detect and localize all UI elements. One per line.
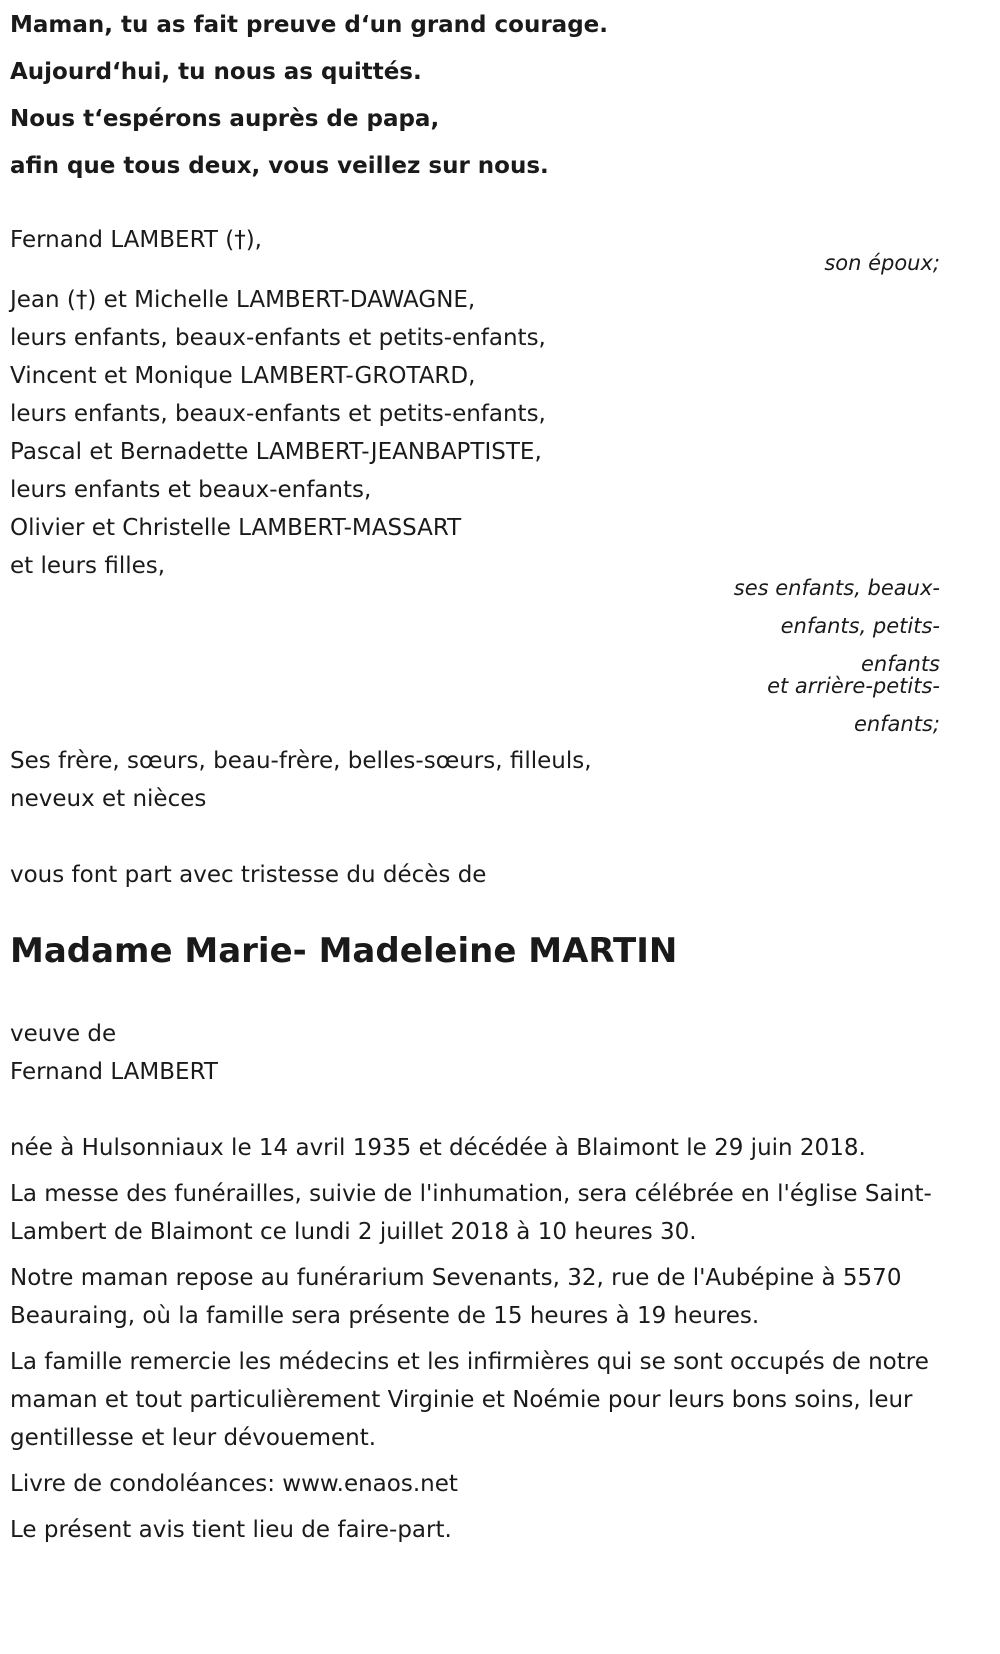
children-line: Olivier et Christelle LAMBERT-MASSART [10, 515, 462, 541]
children-role [700, 569, 940, 743]
verse-line: afin que tous deux, vous veillez sur nous. [10, 153, 549, 179]
children-role-line: enfants; [853, 712, 940, 736]
children-list [10, 281, 546, 585]
children-line: leurs enfants et beaux-enfants, [10, 477, 372, 503]
funeral-paragraph: La messe des funérailles, suivie de l'inhumation, sera célébrée en l'église Saint-Lambert de Blaimont ce lundi 2 juillet 2018 à 10 heures 30. [10, 1181, 932, 1245]
widow-line: Fernand LAMBERT [10, 1059, 218, 1085]
obituary-notice [10, 0, 940, 1543]
children-line: et leurs filles, [10, 553, 166, 579]
widow-line: veuve de [10, 1021, 117, 1047]
verse-line: Maman, tu as fait preuve d‘un grand courage. [10, 12, 608, 38]
deceased-name: Madame Marie- Madeleine MARTIN [10, 931, 678, 971]
verse-line: Aujourd‘hui, tu nous as quittés. [10, 59, 422, 85]
children-line: leurs enfants, beaux-enfants et petits-enfants, [10, 325, 546, 351]
announcement: vous font part avec tristesse du décès de [10, 862, 487, 888]
children-line: Jean (†) et Michelle LAMBERT-DAWAGNE, [10, 287, 476, 313]
children-role-line: enfants, petits- [780, 614, 940, 638]
siblings-line: neveux et nièces [10, 786, 207, 812]
siblings [10, 742, 592, 818]
children-role-line: enfants [861, 652, 940, 676]
children-line: Pascal et Bernadette LAMBERT-JEANBAPTISTE, [10, 439, 542, 465]
verse [10, 2, 940, 190]
condolences-paragraph: Livre de condoléances: www.enaos.net [10, 1471, 458, 1497]
thanks-paragraph: La famille remercie les médecins et les infirmières qui se sont occupés de notre maman et tout particulièrement Virginie et Noémie pour leurs bons soins, leur gentillesse et leur dévouement. [10, 1349, 929, 1451]
widow-of [10, 1015, 218, 1091]
spouse-role: son époux; [824, 251, 940, 275]
details [10, 1129, 940, 1549]
siblings-line: Ses frère, sœurs, beau-frère, belles-sœurs, filleuls, [10, 748, 592, 774]
children-role-line: ses enfants, beaux- [733, 576, 940, 600]
children-line: leurs enfants, beaux-enfants et petits-enfants, [10, 401, 546, 427]
birth-death-paragraph: née à Hulsonniaux le 14 avril 1935 et décédée à Blaimont le 29 juin 2018. [10, 1135, 866, 1161]
children-line: Vincent et Monique LAMBERT-GROTARD, [10, 363, 476, 389]
spouse-line: Fernand LAMBERT (†), [10, 227, 262, 253]
funerarium-paragraph: Notre maman repose au funérarium Sevenants, 32, rue de l'Aubépine à 5570 Beauraing, où la famille sera présente de 15 heures à 19 heures. [10, 1265, 902, 1329]
closing-paragraph: Le présent avis tient lieu de faire-part. [10, 1517, 452, 1543]
children-role-line: et arrière-petits- [767, 674, 940, 698]
verse-line: Nous t‘espérons auprès de papa, [10, 106, 440, 132]
